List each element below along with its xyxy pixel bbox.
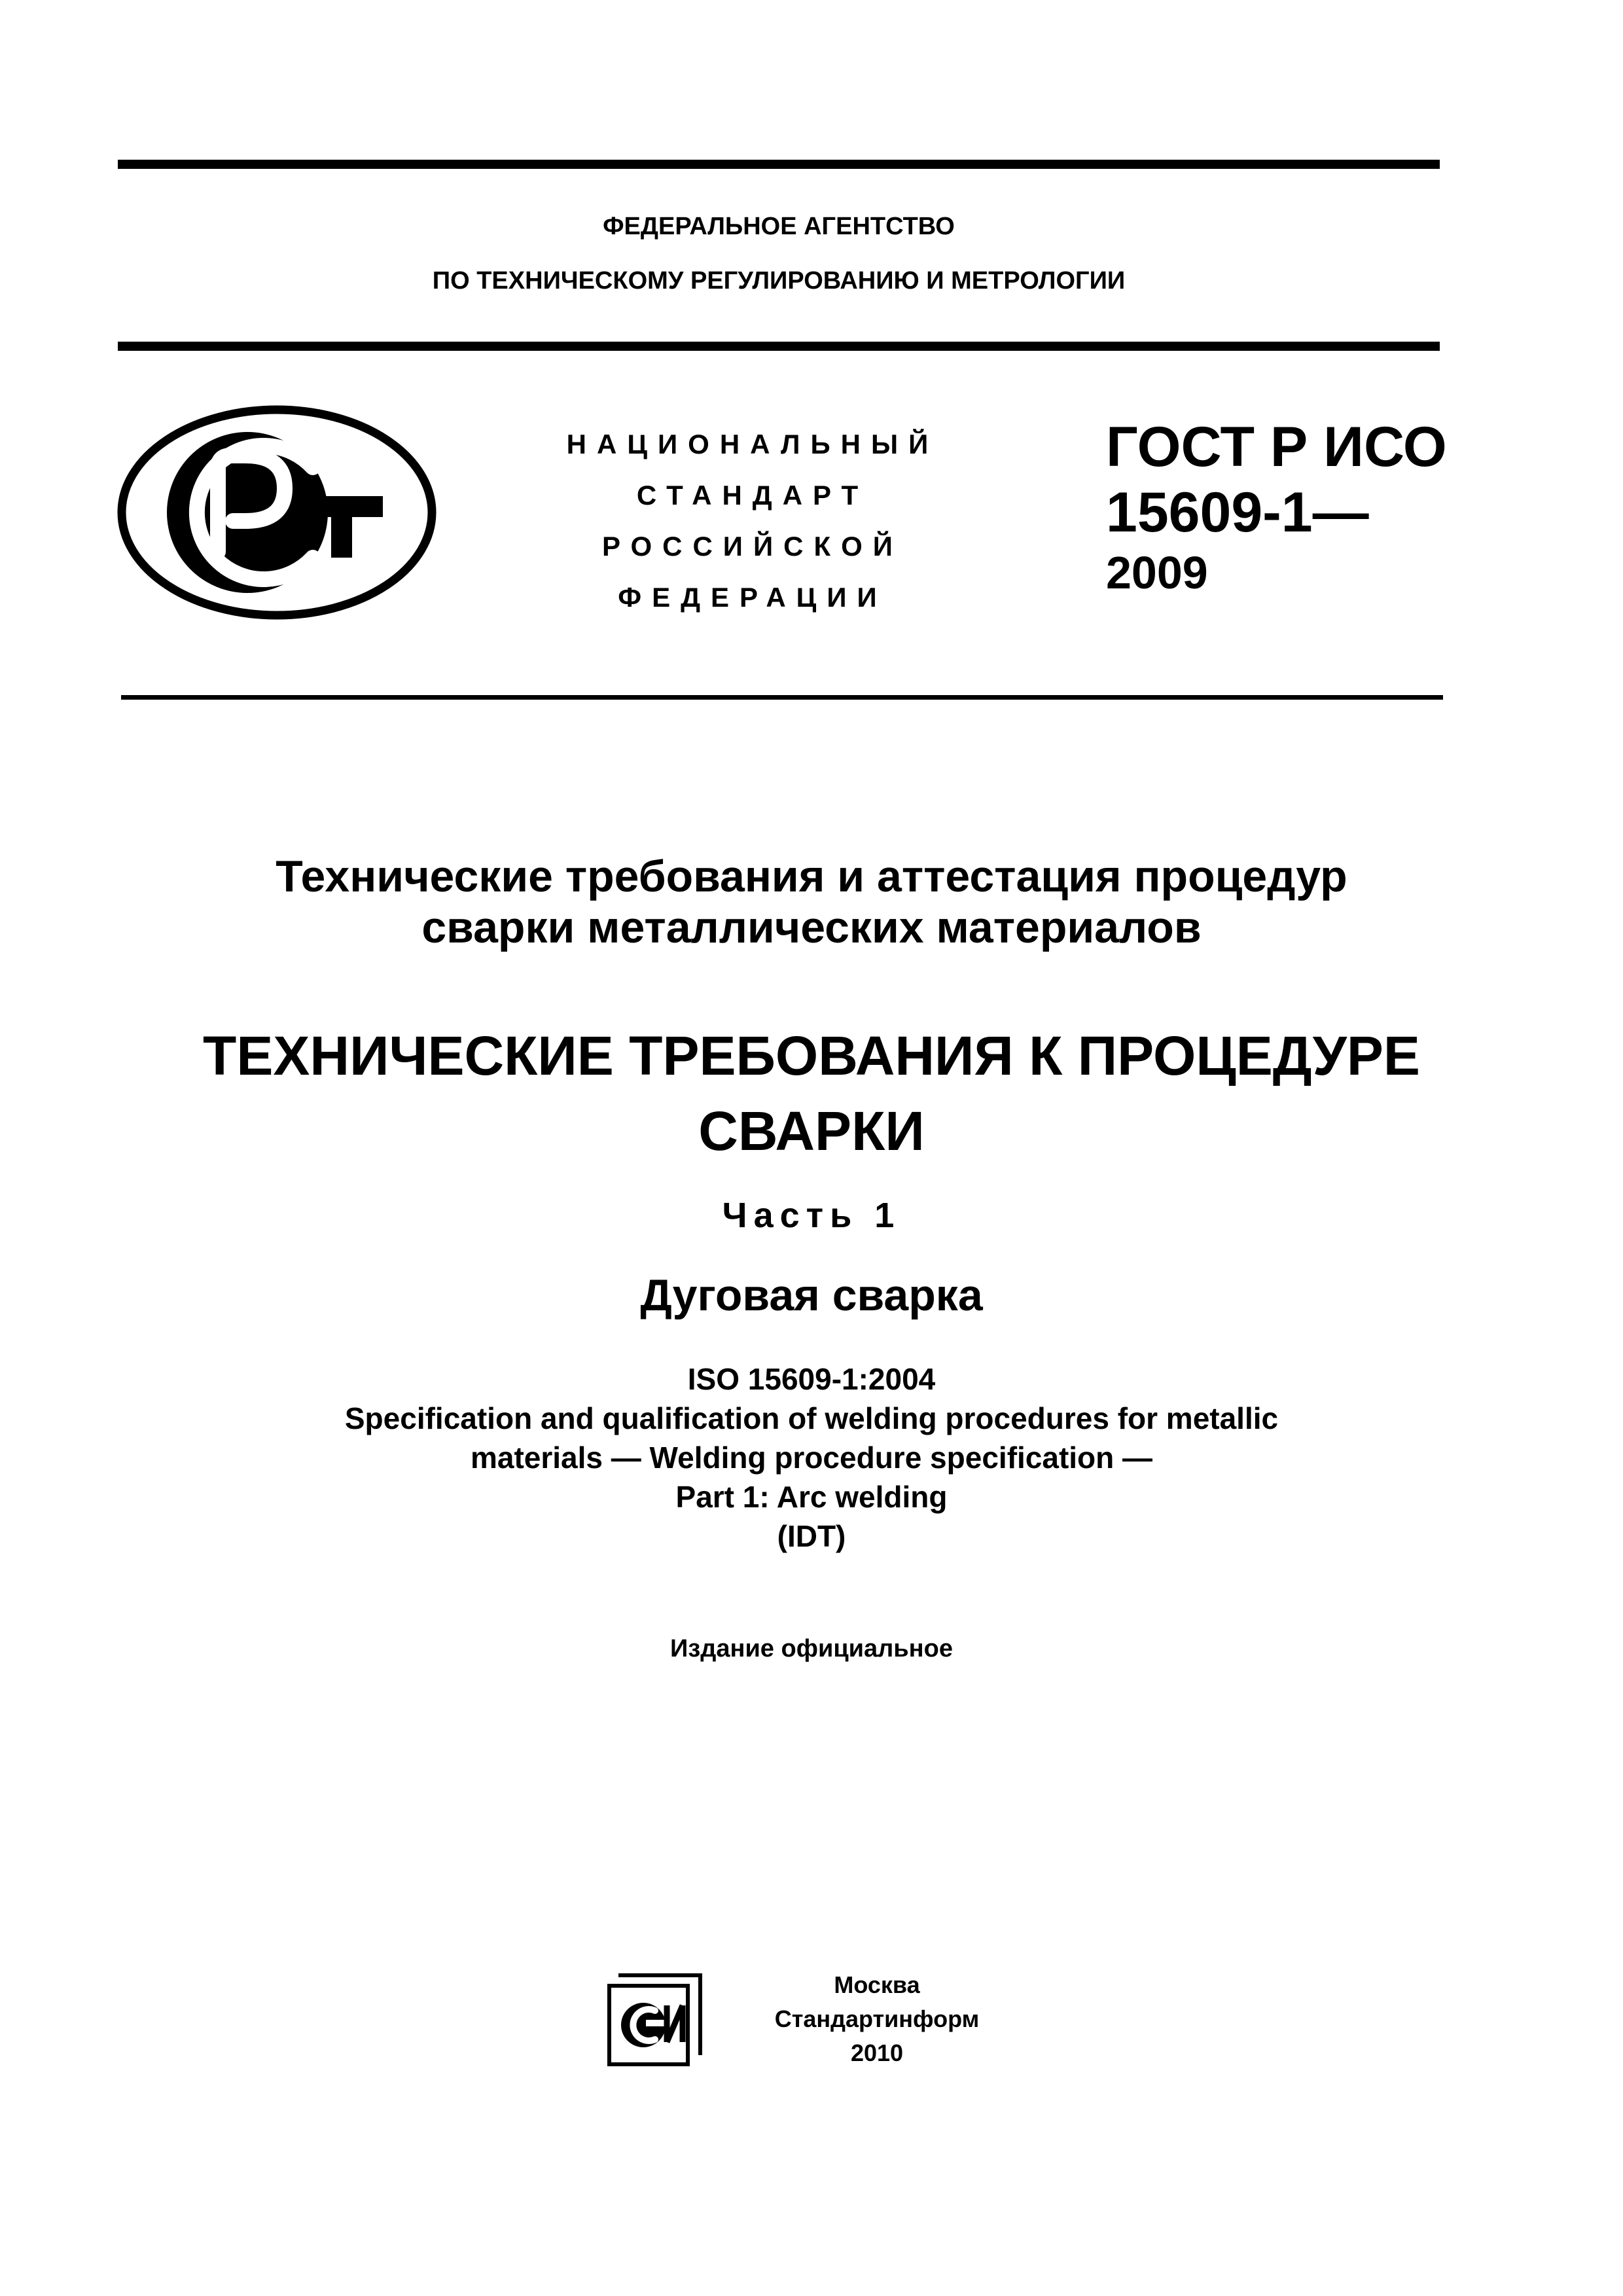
iso-code: ISO 15609-1:2004 [687, 1362, 936, 1396]
standartinform-logo-icon [605, 1969, 704, 2067]
national-label-line1: НАЦИОНАЛЬНЫЙ [566, 429, 939, 459]
iso-title-line2: materials — Welding procedure specification — [470, 1441, 1153, 1475]
top-rule [118, 160, 1440, 169]
national-label-line3: РОССИЙСКОЙ [602, 531, 903, 562]
standard-designation-line2: 15609-1— [1106, 481, 1369, 544]
document-title-line1: Технические требования и аттестация процедур [276, 852, 1347, 901]
agency-rule [118, 342, 1440, 351]
document-main-title-line2: СВАРКИ [698, 1100, 925, 1162]
agency-name-line1: ФЕДЕРАЛЬНОЕ АГЕНТСТВО [603, 213, 955, 240]
official-edition-label: Издание официальное [670, 1635, 953, 1662]
designation-rule [121, 695, 1443, 700]
national-label-line4: ФЕДЕРАЦИИ [618, 582, 887, 613]
agency-name-line2: ПО ТЕХНИЧЕСКОМУ РЕГУЛИРОВАНИЮ И МЕТРОЛОГИИ [432, 267, 1126, 295]
part-subtitle: Дуговая сварка [640, 1270, 983, 1320]
publisher-name: Стандартинформ [774, 2005, 980, 2032]
national-label-line2: СТАНДАРТ [636, 480, 869, 511]
iso-title-line3: Part 1: Arc welding [675, 1480, 948, 1514]
iso-title-line1: Specification and qualification of welding procedures for metallic [344, 1401, 1279, 1435]
publication-year: 2010 [850, 2039, 904, 2066]
publisher-city: Москва [834, 1971, 920, 1998]
rst-certification-logo-icon [116, 404, 437, 620]
iso-identity-mark: (IDT) [777, 1519, 846, 1553]
standard-designation-line1: ГОСТ Р ИСО [1106, 416, 1447, 478]
document-title-line2: сварки металлических материалов [421, 903, 1202, 952]
part-number: Часть 1 [722, 1196, 901, 1235]
document-main-title-line1: ТЕХНИЧЕСКИЕ ТРЕБОВАНИЯ К ПРОЦЕДУРЕ [203, 1025, 1420, 1086]
standard-designation-year: 2009 [1106, 547, 1208, 598]
